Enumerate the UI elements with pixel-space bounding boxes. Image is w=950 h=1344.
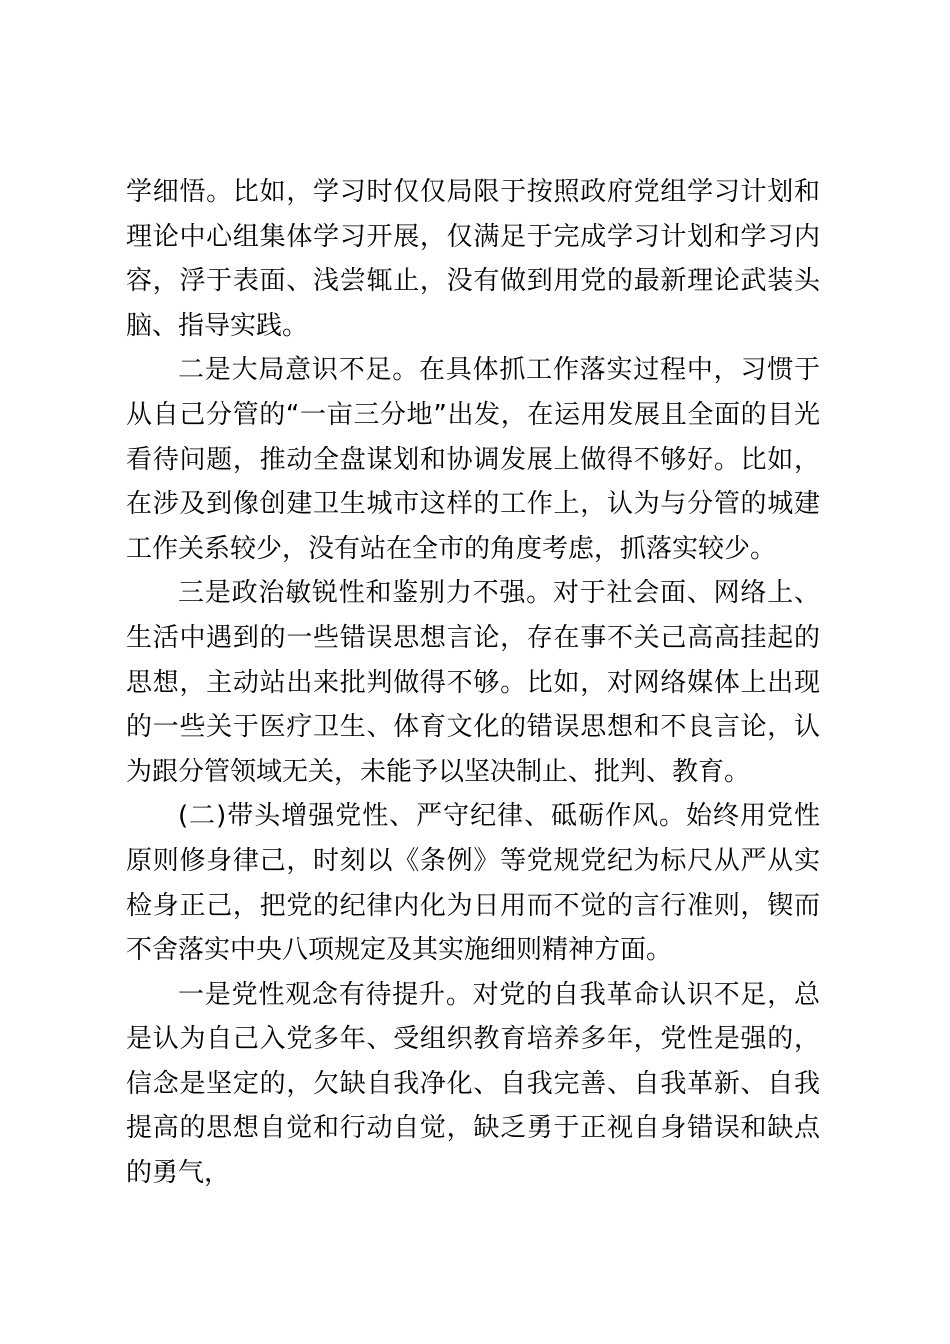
document-body [126,170,820,1196]
paragraph-2: 二是大局意识不足。在具体抓工作落实过程中，习惯于从自己分管的“一亩三分地”出发，在运用发展且全面的目光看待问题，推动全盘谋划和协调发展上做得不够好。比如，在涉及到像创建卫生城市这样的工作上，认为与分管的城建工作关系较少，没有站在全市的角度考虑，抓落实较少。 [126,355,820,564]
paragraph-1: 学细悟。比如，学习时仅仅局限于按照政府党组学习计划和理论中心组集体学习开展，仅满足于完成学习计划和学习内容，浮于表面、浅尝辄止，没有做到用党的最新理论武装头脑、指导实践。 [126,177,820,341]
paragraph-4: (二)带头增强党性、严守纪律、砥砺作风。始终用党性原则修身律己，时刻以《条例》等党规党纪为标尺从严从实检身正己，把党的纪律内化为日用而不觉的言行准则，锲而不舍落实中央八项规定及其实施细则精神方面。 [126,801,820,966]
paragraph-3: 三是政治敏锐性和鉴别力不强。对于社会面、网络上、生活中遇到的一些错误思想言论，存在事不关己高高挂起的思想，主动站出来批判做得不够。比如，对网络媒体上出现的一些关于医疗卫生、体育文化的错误思想和不良言论，认为跟分管领域无关，未能予以坚决制止、批判、教育。 [126,578,820,787]
paragraph-5: 一是党性观念有待提升。对党的自我革命认识不足，总是认为自己入党多年、受组织教育培养多年，党性是强的，信念是坚定的，欠缺自我净化、自我完善、自我革新、自我提高的思想自觉和行动自觉，缺乏勇于正视自身错误和缺点的勇气， [126,979,820,1189]
